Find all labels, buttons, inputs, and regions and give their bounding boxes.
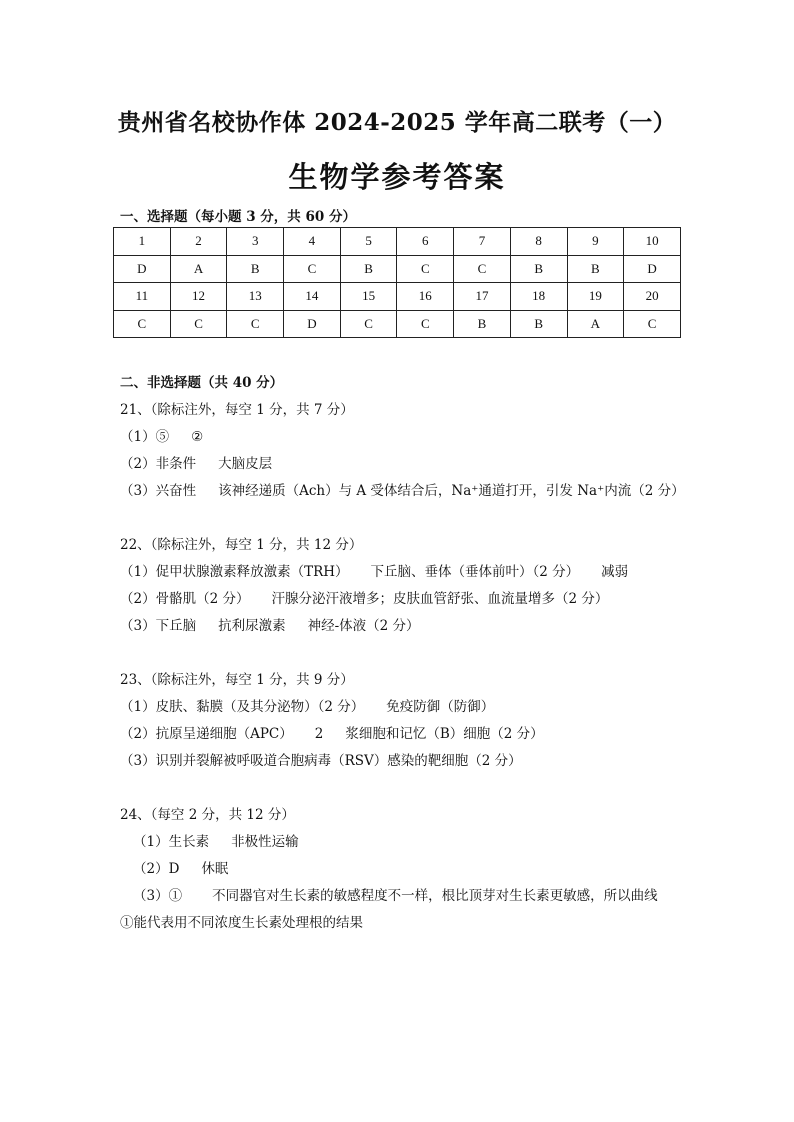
question-number-cell: 7 [454,228,511,256]
answer-cell: C [284,255,341,283]
q21-2-b: 大脑皮层 [218,456,273,472]
q24-2-a: （2）D [133,861,180,877]
q24-1-a: （1）生长素 [133,834,210,850]
q24-1-b: 非极性运输 [231,834,299,850]
q24-line3 [133,884,658,904]
q22-1-c: 减弱 [601,564,629,580]
q23-2-b: 2 [314,726,324,742]
q23-header: 23、（除标注外，每空 1 分，共 9 分） [120,672,354,688]
question-number-row [114,228,681,256]
q21-header: 21、（除标注外，每空 1 分，共 7 分） [120,402,354,418]
answer-cell: C [454,255,511,283]
q24-2-b: 休眠 [201,861,229,877]
answer-cell: A [567,310,624,338]
q23-1-a: （1）皮肤、黏膜（及其分泌物）（2 分） [120,699,365,715]
exam-title: 贵州省名校协作体 2024-2025 学年高二联考（一） [117,109,677,136]
answer-cell: C [397,255,454,283]
q23-3-a: （3）识别并裂解被呼吸道合胞病毒（RSV）感染的靶细胞（2 分） [120,753,522,769]
answer-cell: B [227,255,284,283]
q22-line1 [120,560,628,580]
question-number-cell: 18 [510,283,567,311]
q21-1-a: （1）⑤ [120,429,170,445]
q24-3-b: 不同器官对生长素的敏感程度不一样，根比顶芽对生长素更敏感，所以曲线 [212,888,658,904]
answer-row [114,255,681,283]
q24-line2 [133,857,228,877]
q23-line3 [120,749,522,769]
answer-key-title: 生物学参考答案 [288,160,506,194]
q22-3-c: 神经-体液（2 分） [307,618,420,634]
q24-4-a: ①能代表用不同浓度生长素处理根的结果 [120,915,363,931]
q24-line1 [133,830,299,850]
question-number-cell: 4 [284,228,341,256]
q22-3-b: 抗利尿激素 [218,618,286,634]
question-number-cell: 12 [170,283,227,311]
q24-line4 [120,911,363,931]
q22-2-a: （2）骨骼肌（2 分） [120,591,250,607]
q21-3-a: （3）兴奋性 [120,483,197,499]
answer-cell: C [114,310,171,338]
question-number-cell: 15 [340,283,397,311]
q23-2-c: 浆细胞和记忆（B）细胞（2 分） [345,726,544,742]
q22-1-b: 下丘脑、垂体（垂体前叶）（2 分） [370,564,580,580]
answer-cell: B [510,255,567,283]
q22-3-a: （3）下丘脑 [120,618,197,634]
q22-header: 22、（除标注外，每空 1 分，共 12 分） [120,537,363,553]
question-number-cell: 10 [624,228,681,256]
q21-line2 [120,452,272,472]
answer-cell: B [454,310,511,338]
question-number-cell: 3 [227,228,284,256]
question-number-cell: 6 [397,228,454,256]
q21-2-a: （2）非条件 [120,456,197,472]
answer-cell: C [170,310,227,338]
question-number-cell: 13 [227,283,284,311]
q23-line2 [120,722,544,742]
question-number-cell: 2 [170,228,227,256]
q21-line1 [120,425,203,445]
answer-cell: D [284,310,341,338]
answer-table [113,227,681,338]
answer-cell: C [397,310,454,338]
question-number-cell: 11 [114,283,171,311]
answer-cell: A [170,255,227,283]
question-number-cell: 8 [510,228,567,256]
question-number-cell: 20 [624,283,681,311]
question-number-row [114,283,681,311]
answer-cell: C [227,310,284,338]
question-number-cell: 19 [567,283,624,311]
section1-heading: 一、选择题（每小题 3 分，共 60 分） [120,209,356,225]
q21-line3 [120,479,685,499]
q21-1-b: ② [191,429,204,445]
q24-3-a: （3）① [133,888,183,904]
q22-2-b: 汗腺分泌汗液增多；皮肤血管舒张、血流量增多（2 分） [271,591,609,607]
answer-cell: C [624,310,681,338]
section2-heading: 二、非选择题（共 40 分） [120,375,284,391]
q22-line3 [120,614,420,634]
q23-line1 [120,695,494,715]
answer-cell: B [510,310,567,338]
answer-row [114,310,681,338]
question-number-cell: 1 [114,228,171,256]
answer-cell: C [340,310,397,338]
answer-cell: D [624,255,681,283]
q22-line2 [120,587,608,607]
q23-1-b: 免疫防御（防御） [386,699,495,715]
question-number-cell: 16 [397,283,454,311]
q24-header: 24、（每空 2 分，共 12 分） [120,807,295,823]
q23-2-a: （2）抗原呈递细胞（APC） [120,726,293,742]
answer-cell: B [567,255,624,283]
question-number-cell: 17 [454,283,511,311]
q21-3-b: 该神经递质（Ach）与 A 受体结合后，Na⁺通道打开，引发 Na⁺内流（2 分） [218,483,685,499]
question-number-cell: 14 [284,283,341,311]
answer-cell: B [340,255,397,283]
question-number-cell: 5 [340,228,397,256]
q22-1-a: （1）促甲状腺激素释放激素（TRH） [120,564,349,580]
answer-cell: D [114,255,171,283]
question-number-cell: 9 [567,228,624,256]
